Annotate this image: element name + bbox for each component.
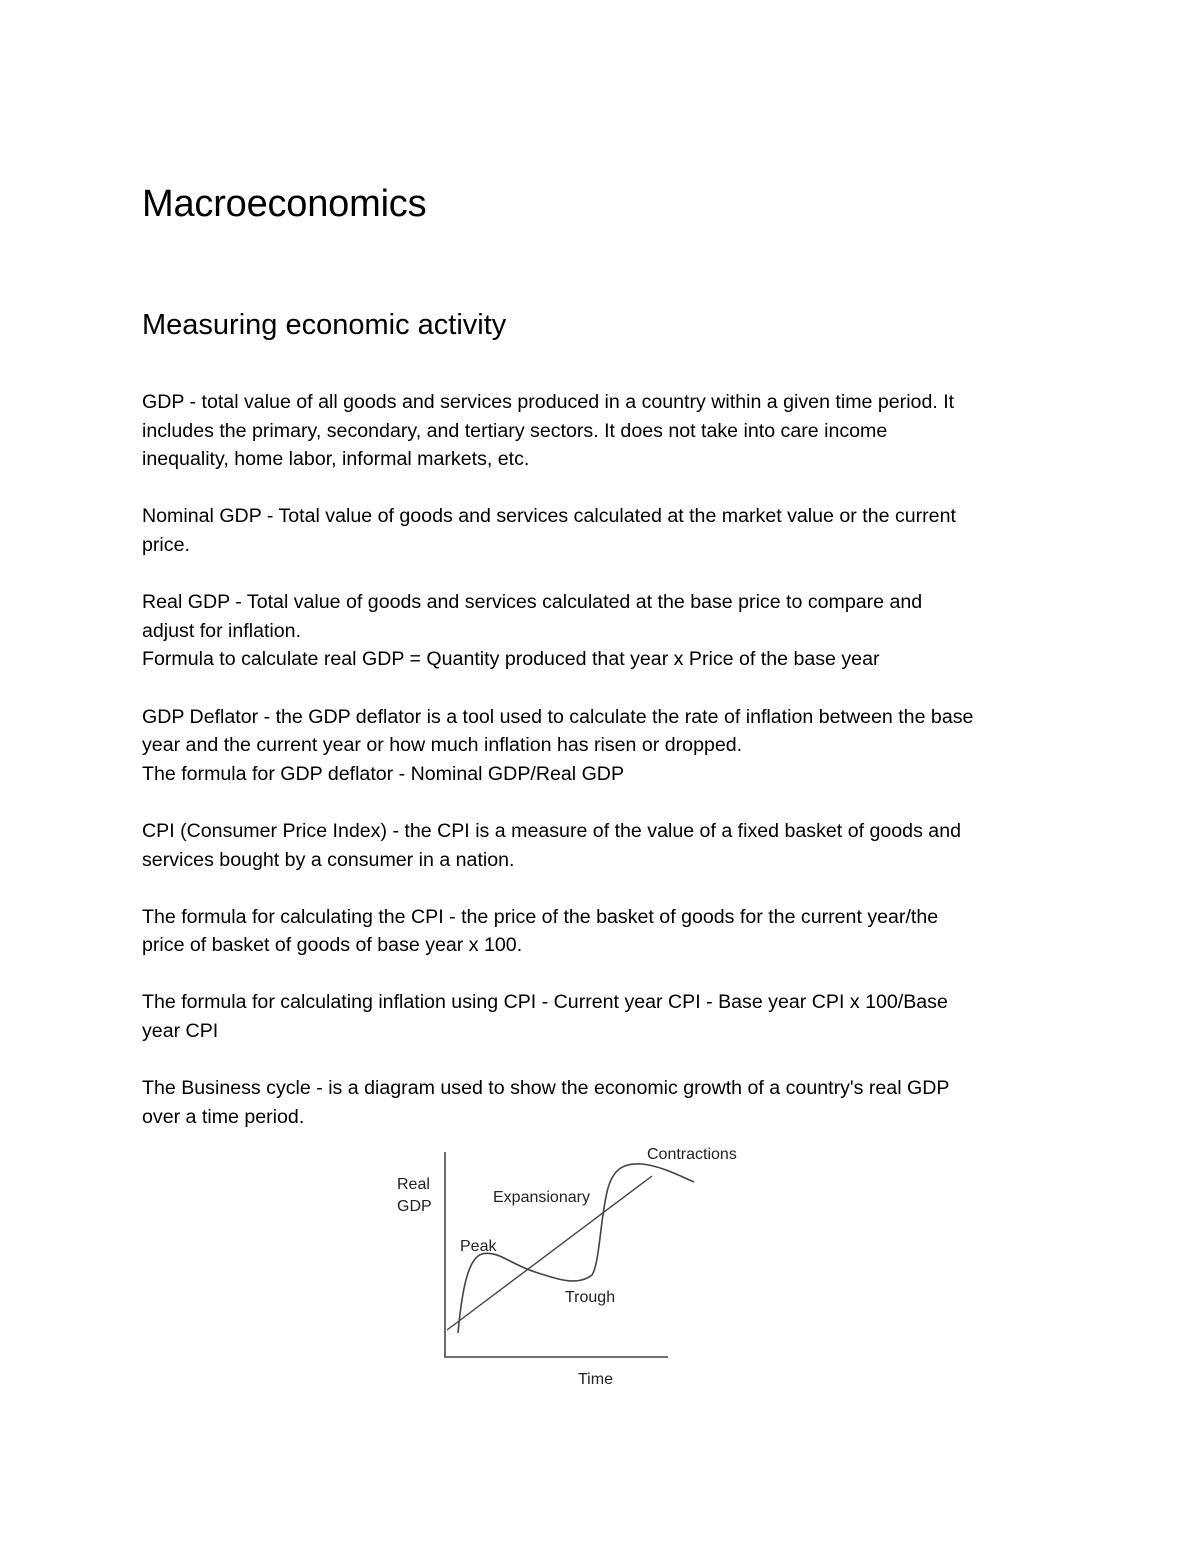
section-heading: Measuring economic activity (142, 309, 507, 341)
text-line: year CPI (142, 1020, 219, 1043)
text-line: The Business cycle - is a diagram used to show the economic growth of a country's real GDP (142, 1077, 950, 1100)
x-axis-label: Time (578, 1371, 613, 1388)
text-line: inequality, home labor, informal markets, etc. (142, 448, 530, 471)
text-line: Real GDP - Total value of goods and services calculated at the base price to compare and (142, 591, 923, 614)
label-trough: Trough (565, 1289, 616, 1306)
document-body (142, 388, 1072, 1131)
text-line: The formula for GDP deflator - Nominal GDP/Real GDP (142, 762, 625, 785)
y-axis-label: Real (397, 1176, 430, 1193)
text-line: adjust for inflation. (142, 619, 302, 642)
text-line: year and the current year or how much inflation has risen or dropped. (142, 734, 743, 757)
text-line: The formula for calculating inflation using CPI - Current year CPI - Base year CPI x 100/Base (142, 991, 948, 1014)
text-line: GDP Deflator - the GDP deflator is a tool used to calculate the rate of inflation between the base (142, 705, 974, 728)
text-line: over a time period. (142, 1105, 305, 1128)
paragraph-gdp (142, 388, 1072, 474)
paragraph-gdp-deflator (142, 703, 1072, 789)
text-line: CPI (Consumer Price Index) - the CPI is a measure of the value of a fixed basket of goods and (142, 819, 961, 842)
paragraph-cpi-formula (142, 903, 1072, 960)
paragraph-inflation-formula (142, 988, 1072, 1045)
paragraph-business-cycle (142, 1074, 1072, 1131)
document-title: Macroeconomics (142, 183, 427, 225)
business-cycle-svg (380, 1130, 760, 1405)
text-line: The formula for calculating the CPI - the price of the basket of goods for the current year/the (142, 905, 939, 928)
text-line: price of basket of goods of base year x 100. (142, 934, 523, 957)
text-line: GDP - total value of all goods and services produced in a country within a given time period. It (142, 391, 955, 413)
paragraph-nominal-gdp (142, 502, 1072, 559)
business-cycle-diagram (380, 1130, 760, 1405)
label-peak: Peak (460, 1238, 497, 1255)
label-contractions: Contractions (647, 1146, 737, 1163)
y-axis-label-2: GDP (397, 1198, 432, 1215)
text-line: price. (142, 533, 190, 556)
paragraph-real-gdp (142, 588, 1072, 674)
paragraph-cpi (142, 817, 1072, 874)
text-line: includes the primary, secondary, and tertiary sectors. It does not take into care income (142, 419, 888, 442)
text-line: Formula to calculate real GDP = Quantity produced that year x Price of the base year (142, 648, 880, 671)
text-line: Nominal GDP - Total value of goods and services calculated at the market value or the current (142, 505, 956, 528)
text-line: services bought by a consumer in a nation. (142, 848, 515, 871)
label-expansionary: Expansionary (493, 1189, 590, 1206)
